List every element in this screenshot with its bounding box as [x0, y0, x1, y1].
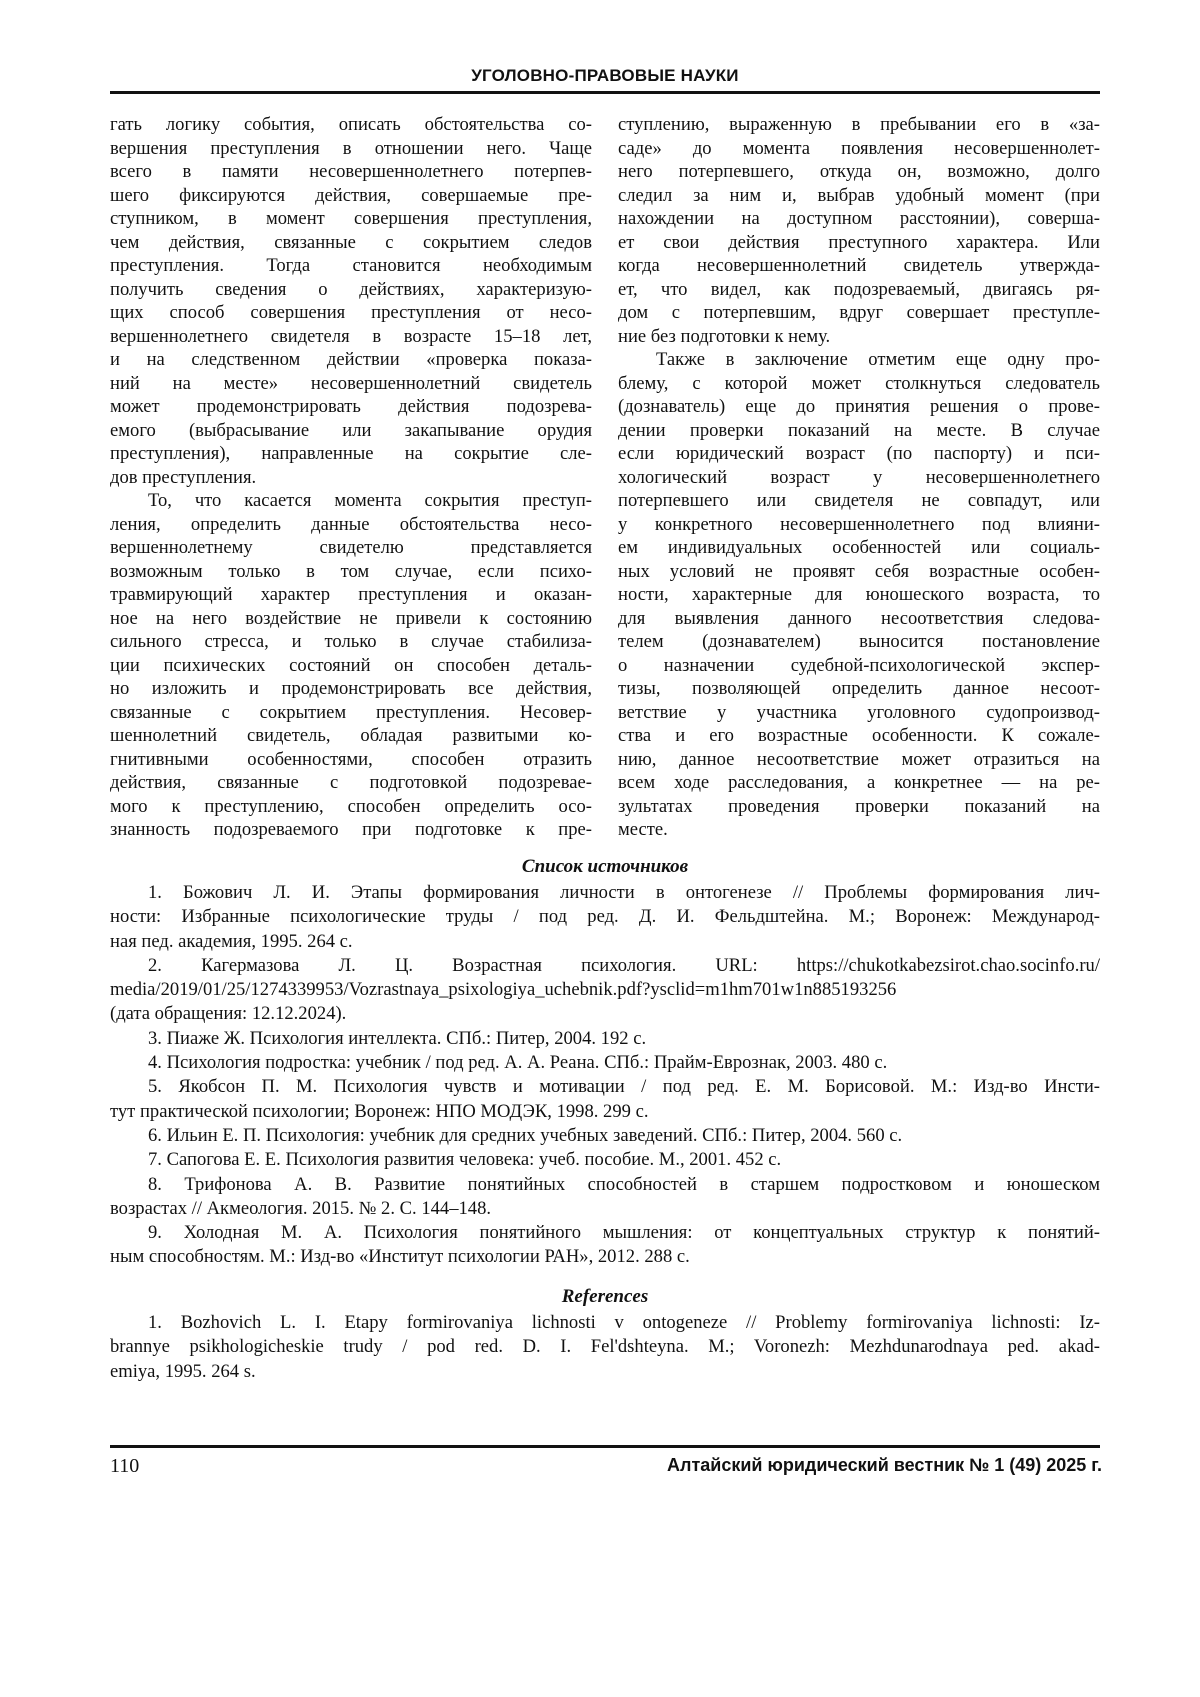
text-line: шеннолетний свидетель, обладая развитыми ко- — [110, 724, 592, 748]
text-line: 2. Кагермазова Л. Ц. Возрастная психология. URL: https://chukotkabezsirot.chao.socinfo.ru/ — [110, 954, 1100, 978]
footer-rule — [110, 1445, 1100, 1448]
text-line: ления, определить данные обстоятельства несо- — [110, 513, 592, 537]
text-line: месте. — [618, 818, 1100, 842]
text-line: всем ходе расследования, а конкретнее — на ре- — [618, 771, 1100, 795]
text-line: 1. Bozhovich L. I. Etapy formirovaniya lichnosti v ontogeneze // Problemy formirovaniya lichnosti: Iz- — [110, 1311, 1100, 1335]
references-list — [110, 1311, 1100, 1384]
text-line: для выявления данного несоответствия следова- — [618, 607, 1100, 631]
text-line: щих способ совершения преступления от несо- — [110, 301, 592, 325]
text-line: связанные с сокрытием преступления. Несовер- — [110, 701, 592, 725]
text-line: всего в памяти несовершеннолетнего потерпев- — [110, 160, 592, 184]
text-line: ет свои действия преступного характера. Или — [618, 231, 1100, 255]
text-line: ных условий не проявят себя возрастные особен- — [618, 560, 1100, 584]
running-header: УГОЛОВНО-ПРАВОВЫЕ НАУКИ — [110, 66, 1100, 86]
text-line: ветствие у участника уголовного судопроизвод- — [618, 701, 1100, 725]
text-line: травмирующий характер преступления и оказан- — [110, 583, 592, 607]
text-line: ние без подготовки к нему. — [618, 325, 1100, 349]
text-line: ства и его возрастные особенности. К сожале- — [618, 724, 1100, 748]
text-line: (дознаватель) еще до принятия решения о прове- — [618, 395, 1100, 419]
text-line: хологический возраст у несовершеннолетнего — [618, 466, 1100, 490]
sources-list — [110, 881, 1100, 1270]
text-line: нахождении на доступном расстоянии), соверша- — [618, 207, 1100, 231]
text-line: если юридический возраст (по паспорту) и пси- — [618, 442, 1100, 466]
text-line: 6. Ильин Е. П. Психология: учебник для средних учебных заведений. СПб.: Питер, 2004. 560 с. — [110, 1124, 1100, 1148]
text-line: преступления), направленные на сокрытие сле- — [110, 442, 592, 466]
text-line: мого к преступлению, способен определить осо- — [110, 795, 592, 819]
text-line: действия, связанные с подготовкой подозревае- — [110, 771, 592, 795]
text-line: тут практической психологии; Воронеж: НПО МОДЭК, 1998. 299 с. — [110, 1100, 1100, 1124]
text-line: саде» до момента появления несовершеннолет- — [618, 137, 1100, 161]
text-line: ний на месте» несовершеннолетний свидетель — [110, 372, 592, 396]
left-column — [110, 113, 592, 842]
text-line: но изложить и продемонстрировать все действия, — [110, 677, 592, 701]
header-rule — [110, 91, 1100, 94]
text-line: гать логику события, описать обстоятельства со- — [110, 113, 592, 137]
text-line: сильного стресса, и только в случае стабилиза- — [110, 630, 592, 654]
page-number: 110 — [110, 1455, 139, 1478]
text-line: шего фиксируются действия, совершаемые пре- — [110, 184, 592, 208]
text-line: емого (выбрасывание или закапывание орудия — [110, 419, 592, 443]
text-line: 1. Божович Л. И. Этапы формирования личности в онтогенезе // Проблемы формирования лич- — [110, 881, 1100, 905]
text-line: возрастах // Акмеология. 2015. № 2. С. 144–148. — [110, 1197, 1100, 1221]
text-line: зультатах проведения проверки показаний на — [618, 795, 1100, 819]
text-line: 5. Якобсон П. М. Психология чувств и мотивации / под ред. Е. М. Борисовой. М.: Изд-во Инсти- — [110, 1075, 1100, 1099]
text-line: ности, характерные для юношеского возраста, то — [618, 583, 1100, 607]
text-line: вершеннолетнего свидетеля в возрасте 15–18 лет, — [110, 325, 592, 349]
text-line: о назначении судебной-психологической экспер- — [618, 654, 1100, 678]
text-line: дении проверки показаний на месте. В случае — [618, 419, 1100, 443]
text-line: ности: Избранные психологические труды / под ред. Д. И. Фельдштейна. М.; Воронеж: Международ- — [110, 905, 1100, 929]
text-line: 9. Холодная М. А. Психология понятийного мышления: от концептуальных структур к понятий- — [110, 1221, 1100, 1245]
text-line: телем (дознавателем) выносится постановление — [618, 630, 1100, 654]
text-line: ет, что видел, как подозреваемый, двигаясь ря- — [618, 278, 1100, 302]
text-line: него потерпевшего, откуда он, возможно, долго — [618, 160, 1100, 184]
text-line: чем действия, связанные с сокрытием следов — [110, 231, 592, 255]
text-line: 3. Пиаже Ж. Психология интеллекта. СПб.: Питер, 2004. 192 с. — [110, 1027, 1100, 1051]
text-line: 8. Трифонова А. В. Развитие понятийных способностей в старшем подростковом и юношеском — [110, 1173, 1100, 1197]
text-line: получить сведения о действиях, характеризую- — [110, 278, 592, 302]
text-line: brannye psikhologicheskie trudy / pod red. D. I. Fel'dshteyna. M.; Voronezh: Mezhdunarodnaya ped. akad- — [110, 1335, 1100, 1359]
text-line: тизы, позволяющей определить данное несоот- — [618, 677, 1100, 701]
references-section — [110, 1285, 1100, 1384]
text-line: дом с потерпевшим, вдруг совершает преступле- — [618, 301, 1100, 325]
text-line: следил за ним и, выбрав удобный момент (при — [618, 184, 1100, 208]
sources-title: Список источников — [110, 855, 1100, 881]
text-line: ции психических состояний он способен деталь- — [110, 654, 592, 678]
text-line: То, что касается момента сокрытия преступ- — [110, 489, 592, 513]
text-line: дов преступления. — [110, 466, 592, 490]
text-line: когда несовершеннолетний свидетель утвержда- — [618, 254, 1100, 278]
text-line: ем индивидуальных особенностей или социаль- — [618, 536, 1100, 560]
text-line: вершения преступления в отношении него. Чаще — [110, 137, 592, 161]
text-line: возможным только в том случае, если психо- — [110, 560, 592, 584]
text-line: блему, с которой может столкнуться следователь — [618, 372, 1100, 396]
references-title: References — [110, 1285, 1100, 1311]
text-line: вершеннолетнему свидетелю представляется — [110, 536, 592, 560]
text-line: знанность подозреваемого при подготовке к пре- — [110, 818, 592, 842]
text-line: ступником, в момент совершения преступления, — [110, 207, 592, 231]
text-line: нию, данное несоответствие может отразиться на — [618, 748, 1100, 772]
text-line: ная пед. академия, 1995. 264 с. — [110, 930, 1100, 954]
text-line: у конкретного несовершеннолетнего под влияни- — [618, 513, 1100, 537]
right-column — [618, 113, 1100, 842]
text-line: потерпевшего или свидетеля не совпадут, или — [618, 489, 1100, 513]
text-line: (дата обращения: 12.12.2024). — [110, 1002, 1100, 1026]
journal-title: Алтайский юридический вестник № 1 (49) 2025 г. — [667, 1455, 1102, 1476]
text-line: Также в заключение отметим еще одну про- — [618, 348, 1100, 372]
text-line: ным способностям. М.: Изд-во «Институт психологии РАН», 2012. 288 с. — [110, 1245, 1100, 1269]
sources-section — [110, 855, 1100, 1270]
text-line: и на следственном действии «проверка показа- — [110, 348, 592, 372]
text-line: может продемонстрировать действия подозрева- — [110, 395, 592, 419]
text-line: преступления. Тогда становится необходимым — [110, 254, 592, 278]
text-line: 4. Психология подростка: учебник / под ред. А. А. Реана. СПб.: Прайм-Еврознак, 2003. 480 с. — [110, 1051, 1100, 1075]
text-line: гнитивными особенностями, способен отразить — [110, 748, 592, 772]
text-line: ное на него воздействие не привели к состоянию — [110, 607, 592, 631]
text-line: ступлению, выраженную в пребывании его в «за- — [618, 113, 1100, 137]
text-line: emiya, 1995. 264 s. — [110, 1360, 1100, 1384]
text-line: media/2019/01/25/1274339953/Vozrastnaya_psixologiya_uchebnik.pdf?ysclid=m1hm701w1n885193256 — [110, 978, 1100, 1002]
text-line: 7. Сапогова Е. Е. Психология развития человека: учеб. пособие. М., 2001. 452 с. — [110, 1148, 1100, 1172]
